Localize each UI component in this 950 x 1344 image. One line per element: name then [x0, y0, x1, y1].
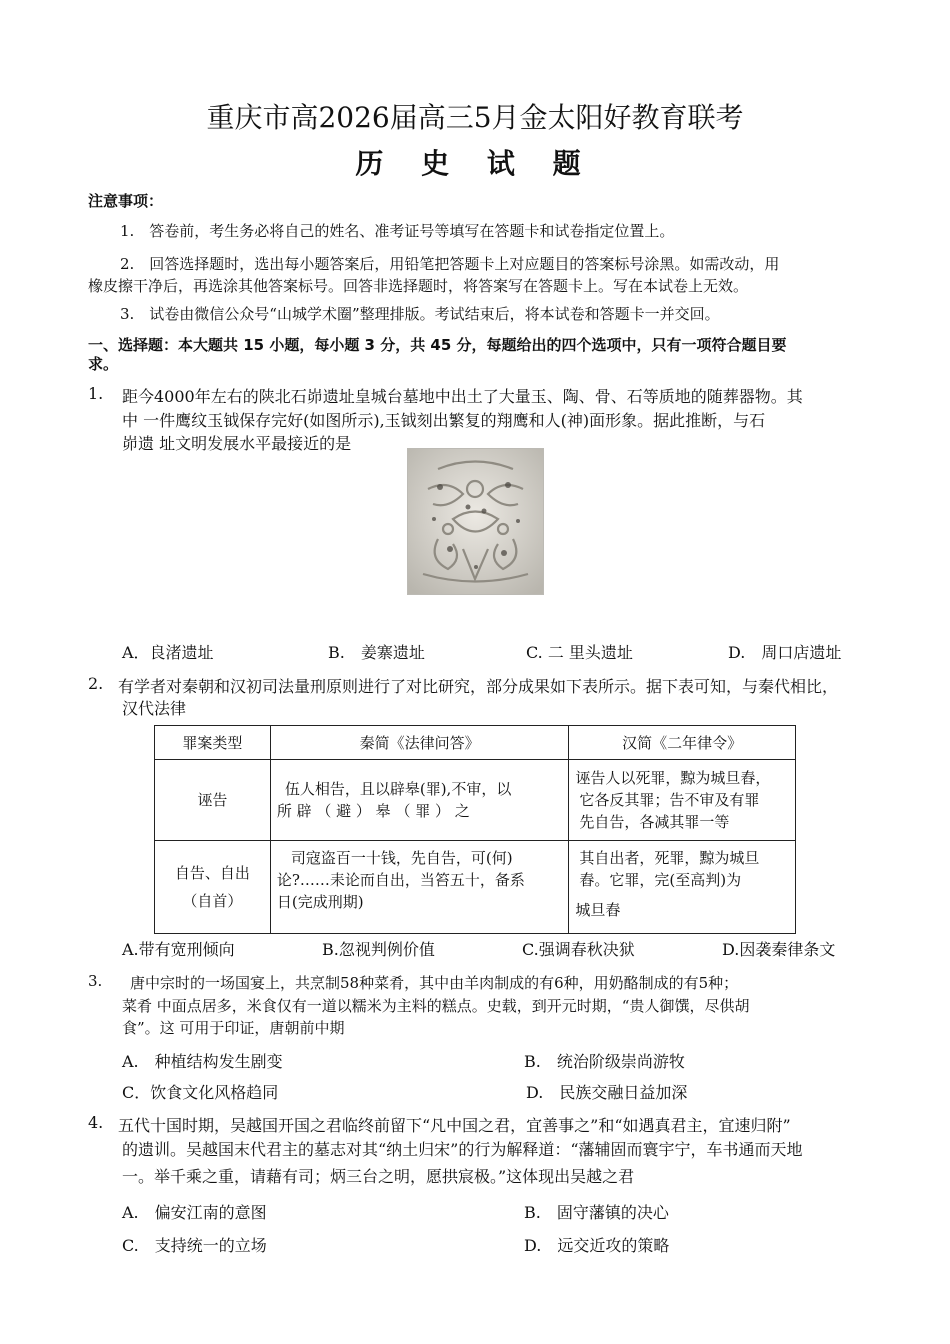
q4-option-c[interactable]: C. 支持统一的立场	[122, 1236, 267, 1255]
q2-option-b[interactable]: B.忽视判例价值	[322, 940, 435, 959]
table-cell-qin	[270, 841, 569, 934]
notice-item: 3. 试卷由微信公众号“山城学术圈”整理排版。考试结束后，将本试卷和答题卡一并交回。	[120, 305, 720, 323]
table-header-cell: 秦简《法律问答》	[270, 726, 569, 760]
q3-option-b[interactable]: B. 统治阶级崇尚游牧	[524, 1052, 685, 1071]
q1-option-d[interactable]: D. 周口店遗址	[728, 643, 842, 662]
cell-line: 所 辟 （ 避 ） 皋 （ 罪 ） 之	[276, 802, 470, 820]
q4-number: 4.	[88, 1113, 104, 1132]
cell-line: 自告、自出	[174, 864, 250, 882]
q1-stem: 峁遗 址文明发展水平最接近的是	[122, 434, 352, 453]
q1-number: 1.	[88, 384, 104, 403]
q4-option-b[interactable]: B. 固守藩镇的决心	[524, 1203, 669, 1222]
cell-line: （自首）	[182, 892, 243, 910]
table-header-cell: 汉简《二年律令》	[569, 726, 796, 760]
q3-stem: 唐中宗时的一场国宴上，共烹制58种菜肴，其中由羊肉制成的有6种，用奶酪制成的有5种；	[130, 974, 739, 992]
notice-item: 1. 答卷前，考生务必将自己的姓名、准考证号等填写在答题卡和试卷指定位置上。	[120, 222, 675, 240]
q3-number: 3.	[88, 972, 103, 990]
cell-line: 其自出者，死罪，黥为城旦	[579, 849, 760, 867]
cell-line: 城旦舂	[575, 901, 621, 919]
exam-subtitle: 历 史 试 题	[355, 147, 595, 180]
q2-option-c[interactable]: C.强调春秋决狱	[522, 940, 635, 959]
table-row	[155, 760, 796, 841]
table-cell-han	[569, 760, 796, 841]
cell-line: 论?……耒论而自出，当笞五十，备系	[276, 871, 525, 889]
q3-option-d[interactable]: D. 民族交融日益加深	[526, 1083, 688, 1102]
table-cell-han	[569, 841, 796, 934]
section-heading: 一、选择题：本大题共 15 小题，每小题 3 分，共 45 分，每题给出的四个选项中，只有一项符合题目要	[88, 336, 787, 354]
q4-stem: 的遗训。吴越国末代君主的墓志对其“纳土归宋”的行为解释道：“藩辅固而寰宇宁，车书通而天地	[122, 1140, 803, 1159]
q3-option-a[interactable]: A. 种植结构发生剧变	[122, 1052, 283, 1071]
table-header-cell: 罪案类型	[155, 726, 271, 760]
table-cell-type	[155, 841, 271, 934]
q4-stem: 一。举千乘之重，请藉有司；炳三台之明，愿拱宸极。”这体现出吴越之君	[122, 1167, 635, 1186]
q1-stem: 距今4000年左右的陕北石峁遗址皇城台墓地中出土了大量玉、陶、骨、石等质地的随葬器物。其	[122, 387, 803, 406]
q4-option-a[interactable]: A. 偏安江南的意图	[122, 1203, 267, 1222]
q2-stem: 汉代法律	[122, 699, 187, 718]
notice-item: 橡皮擦干净后，再选涂其他答案标号。回答非选择题时，将答案写在答题卡上。写在本试卷上无效。	[88, 277, 749, 295]
q4-stem: 五代十国时期，吴越国开国之君临终前留下“凡中国之君，宜善事之”和“如遇真君主，宜速归附”	[118, 1116, 791, 1135]
cell-line: 司寇盗百一十钱，先自告，可(何)	[290, 849, 513, 867]
q2-number: 2.	[88, 674, 104, 693]
cell-line: 舂。它罪，完(至高判)为	[579, 871, 742, 889]
q1-option-c[interactable]: C. 二 里头遗址	[526, 643, 633, 662]
notice-heading: 注意事项：	[88, 192, 164, 210]
q3-stem: 食”。这 可用于印证，唐朝前中期	[122, 1019, 345, 1037]
q1-option-a[interactable]: A．良渚遗址	[122, 643, 214, 662]
notice-item: 2. 回答选择题时，选出每小题答案后，用铅笔把答题卡上对应题目的答案标号涂黑。如需改动，用	[120, 255, 780, 273]
cell-line: 日(完成刑期)	[276, 893, 364, 911]
cell-line: 它各反其罪；告不审及有罪	[579, 791, 760, 809]
table-row	[155, 841, 796, 934]
table-header-row	[155, 726, 796, 760]
table-cell-qin	[270, 760, 569, 841]
cell-line: 伍人相告，且以辟皋(罪),不审，以	[284, 780, 512, 798]
q1-stem: 中 一件鹰纹玉钺保存完好(如图所示),玉钺刻出繁复的翔鹰和人(神)面形象。据此推断，与石	[122, 411, 766, 430]
jade-axe-image	[407, 448, 544, 595]
table-cell-type: 诬告	[155, 760, 271, 841]
cell-line: 诬告人以死罪，黥为城旦舂，	[575, 769, 771, 787]
section-heading-cont: 求。	[88, 355, 119, 373]
q1-option-b[interactable]: B. 姜寨遗址	[328, 643, 425, 662]
q2-stem: 有学者对秦朝和汉初司法量刑原则进行了对比研究，部分成果如下表所示。据下表可知，与秦代相比，	[118, 677, 839, 696]
jade-axe-illustration	[408, 449, 543, 594]
exam-title: 重庆市高2026届高三5月金太阳好教育联考	[206, 101, 744, 134]
q2-option-a[interactable]: A.带有宽刑倾向	[122, 940, 235, 959]
q3-option-c[interactable]: C．饮食文化风格趋同	[122, 1083, 279, 1102]
q3-stem: 菜肴 中面点居多，米食仅有一道以糯米为主料的糕点。史载，到开元时期，“贵人御馔，尽供胡	[122, 997, 750, 1015]
q4-option-d[interactable]: D. 远交近攻的策略	[524, 1236, 670, 1255]
q2-option-d[interactable]: D.因袭秦律条文	[722, 940, 836, 959]
cell-line: 先自告，各减其罪一等	[579, 813, 730, 831]
law-comparison-table	[154, 725, 796, 934]
